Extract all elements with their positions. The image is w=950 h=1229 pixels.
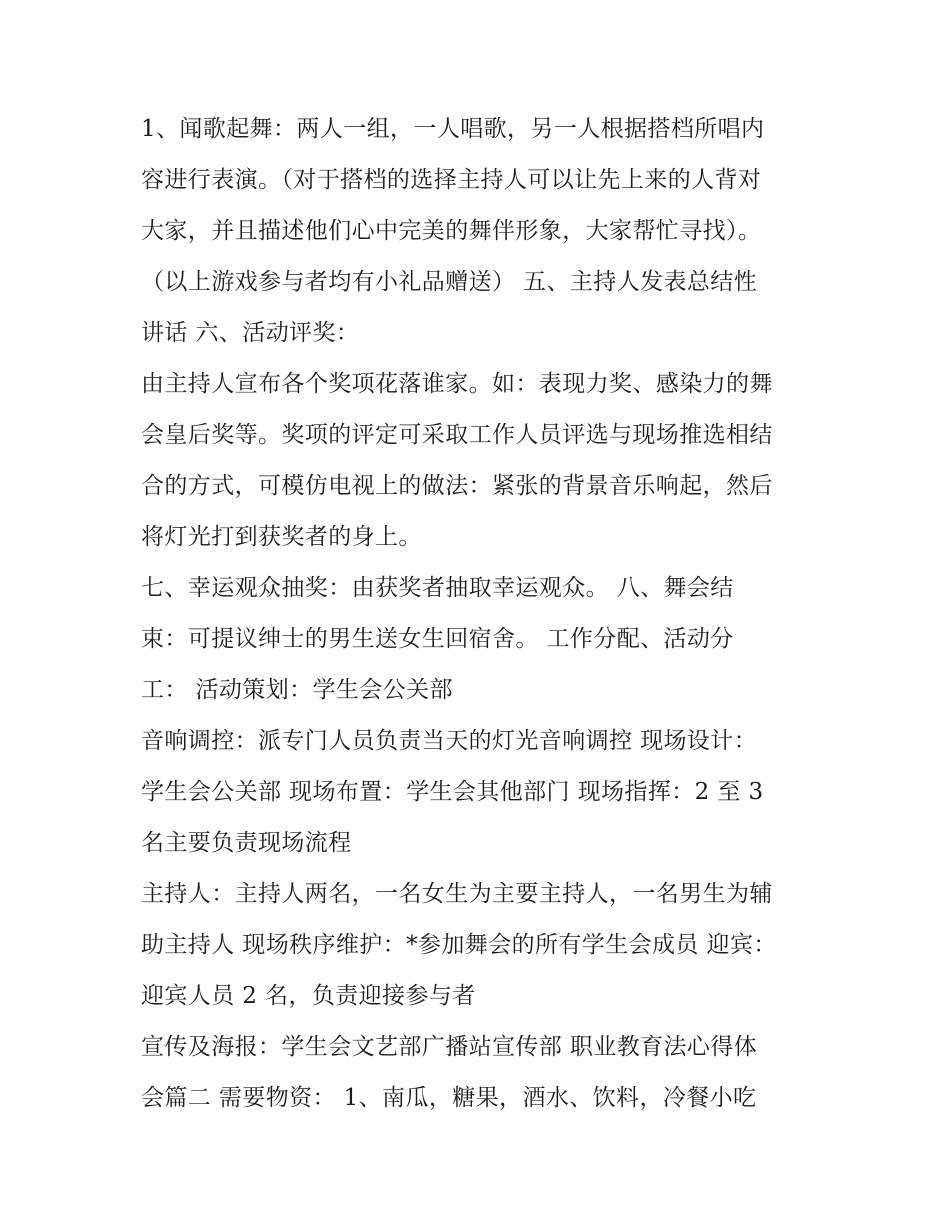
text-line: 工： 活动策划：学生会公关部 <box>141 677 453 703</box>
text-line: 会皇后奖等。奖项的评定可采取工作人员评选与现场推选相结 <box>141 422 773 448</box>
text-line: 七、幸运观众抽奖：由获奖者抽取幸运观众。 八、舞会结 <box>141 575 734 601</box>
text-line: 将灯光打到获奖者的身上。 <box>141 524 422 550</box>
text-line: 迎宾人员 2 名，负责迎接参与者 <box>141 983 476 1009</box>
text-line: 大家，并且描述他们心中完美的舞伴形象，大家帮忙寻找）。 <box>141 218 762 244</box>
text-line: 容进行表演。（对于搭档的选择主持人可以让先上来的人背对 <box>141 167 762 193</box>
text-line: 学生会公关部 现场布置：学生会其他部门 现场指挥：2 至 3 <box>141 779 764 805</box>
text-line: 束：可提议绅士的男生送女生回宿舍。 工作分配、活动分 <box>141 626 734 652</box>
text-line: 助主持人 现场秩序维护：*参加舞会的所有学生会成员 迎宾： <box>141 932 777 958</box>
text-line: 名主要负责现场流程 <box>141 830 352 856</box>
text-line: 音响调控：派专门人员负责当天的灯光音响调控 现场设计： <box>141 728 758 754</box>
text-line: （以上游戏参与者均有小礼品赠送） 五、主持人发表总结性 <box>141 269 758 295</box>
text-line: 合的方式，可模仿电视上的做法：紧张的背景音乐响起，然后 <box>141 473 773 499</box>
body-text <box>141 104 841 1124</box>
text-line: 会篇二 需要物资： 1、南瓜，糖果，酒水、饮料，冷餐小吃 <box>141 1085 757 1111</box>
text-line: 主持人：主持人两名，一名女生为主要主持人，一名男生为辅 <box>141 881 773 907</box>
text-line: 1、闻歌起舞：两人一组，一人唱歌，另一人根据搭档所唱内 <box>141 116 765 142</box>
text-line: 讲话 六、活动评奖： <box>141 320 360 346</box>
text-line: 由主持人宣布各个奖项花落谁家。如：表现力奖、感染力的舞 <box>141 371 773 397</box>
text-line: 宣传及海报：学生会文艺部广播站宣传部 职业教育法心得体 <box>141 1034 758 1060</box>
